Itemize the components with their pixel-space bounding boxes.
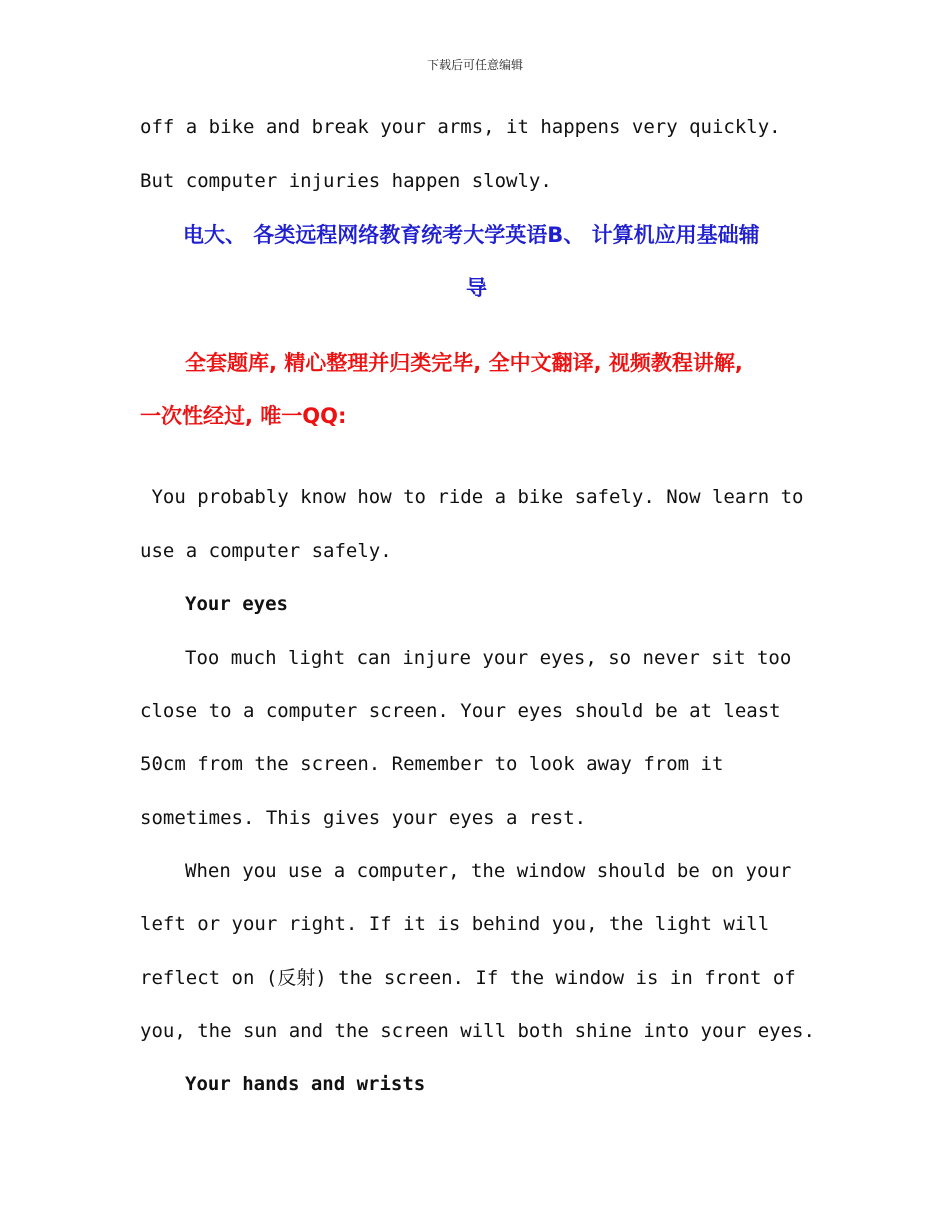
- paragraph-line: left or your right. If it is behind you, the light will: [140, 913, 770, 935]
- page-header: 下载后可任意编辑: [426, 58, 523, 72]
- paragraph-line: reflect on (反射) the screen. If the window is in front of: [140, 967, 796, 989]
- paragraph-line: When you use a computer, the window should be on your: [185, 860, 792, 882]
- paragraph-line: you, the sun and the screen will both shine into your eyes.: [140, 1020, 815, 1042]
- paragraph-line: But computer injuries happen slowly.: [140, 170, 552, 192]
- promo-red-line-2: 一次性经过, 唯一QQ:: [140, 404, 347, 428]
- paragraph-line: You probably know how to ride a bike safely. Now learn to: [140, 486, 804, 508]
- paragraph-line: off a bike and break your arms, it happens very quickly.: [140, 116, 781, 138]
- paragraph-line: use a computer safely.: [140, 540, 392, 562]
- promo-red-line-1: 全套题库, 精心整理并归类完毕, 全中文翻译, 视频教程讲解,: [185, 351, 743, 375]
- section-heading-hands: Your hands and wrists: [185, 1073, 426, 1095]
- paragraph-line: sometimes. This gives your eyes a rest.: [140, 807, 587, 829]
- section-heading-eyes: Your eyes: [185, 593, 288, 615]
- paragraph-line: Too much light can injure your eyes, so never sit too: [185, 647, 792, 669]
- paragraph-line: 50cm from the screen. Remember to look away from it: [140, 753, 724, 775]
- promo-blue-line-2: 导: [466, 276, 487, 300]
- promo-blue-line-1: 电大、 各类远程网络教育统考大学英语B、 计算机应用基础辅: [183, 223, 760, 247]
- paragraph-line: close to a computer screen. Your eyes should be at least: [140, 700, 781, 722]
